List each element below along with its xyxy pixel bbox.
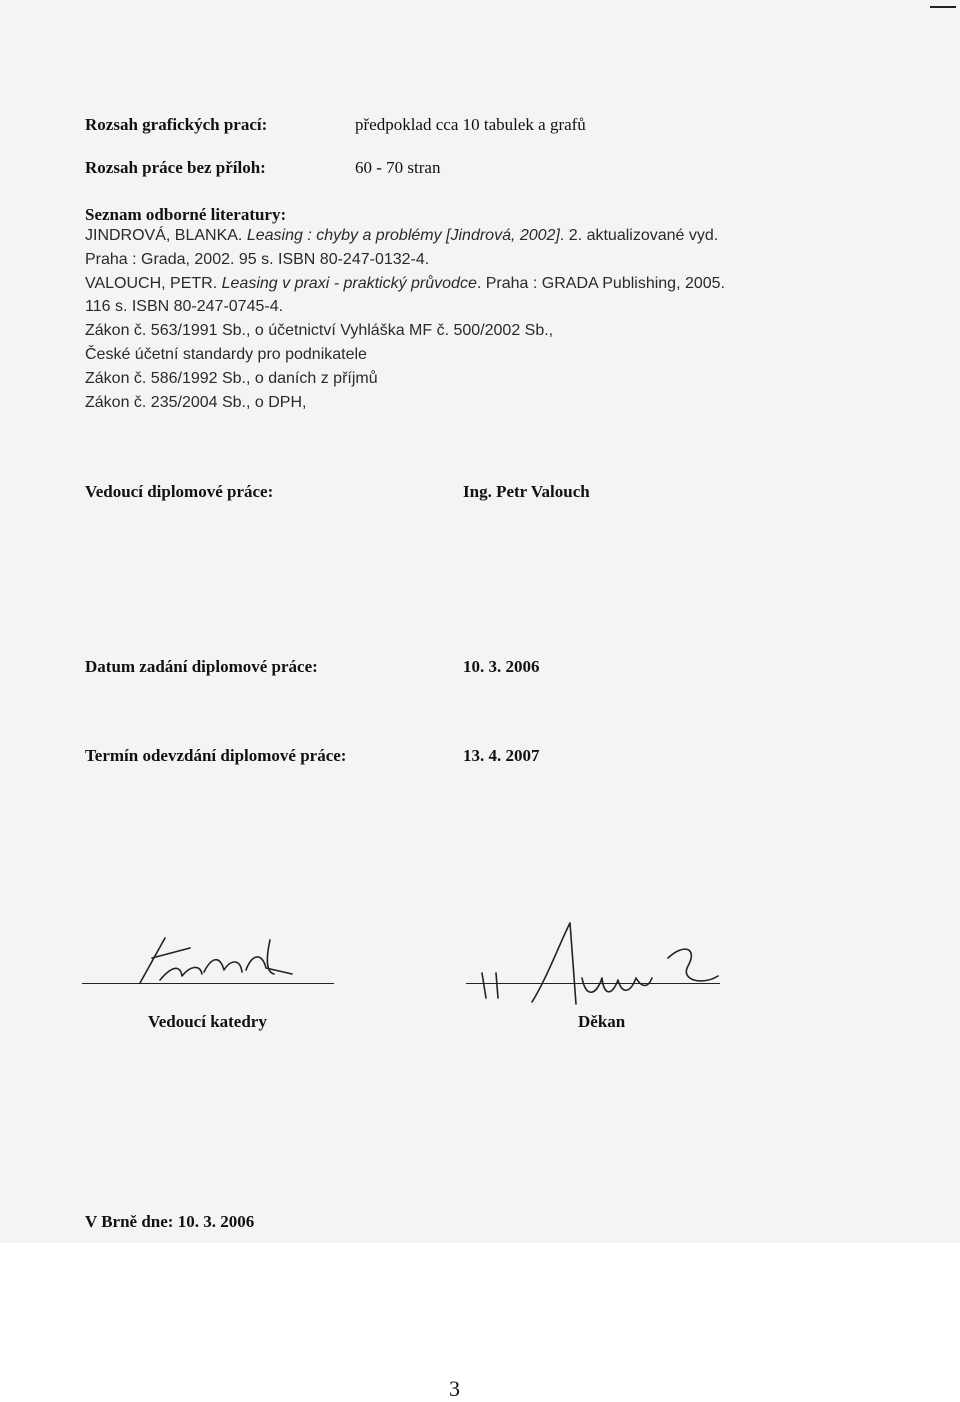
dean-label: Děkan xyxy=(578,1012,626,1031)
length-scope-value: 60 - 70 stran xyxy=(355,158,441,177)
head-of-department-label: Vedoucí katedry xyxy=(148,1012,267,1031)
literature-entry xyxy=(85,251,429,269)
page-number: 3 xyxy=(449,1376,460,1401)
literature-entry xyxy=(85,227,718,245)
literature-entry xyxy=(85,370,378,388)
graphics-scope-label: Rozsah grafických prací: xyxy=(85,115,268,134)
length-scope-label: Rozsah práce bez příloh: xyxy=(85,158,266,177)
literature-text: Zákon č. 235/2004 Sb., o DPH, xyxy=(85,393,307,411)
supervisor-label: Vedoucí diplomové práce: xyxy=(85,482,274,501)
literature-text: Zákon č. 586/1992 Sb., o daních z příjmů xyxy=(85,369,378,387)
literature-text: JINDROVÁ, BLANKA. xyxy=(85,227,247,244)
literature-entry xyxy=(85,346,367,364)
literature-entry xyxy=(85,322,553,340)
place-and-date: V Brně dne: 10. 3. 2006 xyxy=(85,1212,255,1231)
assignment-date-label: Datum zadání diplomové práce: xyxy=(85,657,318,676)
head-signature-line xyxy=(82,983,334,984)
literature-entry xyxy=(85,275,725,293)
head-signature xyxy=(120,928,330,998)
supervisor-value: Ing. Petr Valouch xyxy=(463,482,590,501)
literature-entry xyxy=(85,298,283,316)
literature-text: České účetní standardy pro podnikatele xyxy=(85,346,367,363)
literature-text: . Praha : GRADA Publishing, 2005. xyxy=(476,274,725,292)
scan-edge-mark xyxy=(930,6,956,8)
deadline-label: Termín odevzdání diplomové práce: xyxy=(85,746,347,765)
literature-entry xyxy=(85,394,306,412)
literature-text: . 2. aktualizované vyd. xyxy=(559,227,719,244)
literature-text: VALOUCH, PETR. xyxy=(85,274,222,292)
graphics-scope-value: předpoklad cca 10 tabulek a grafů xyxy=(355,115,586,134)
literature-text: Zákon č. 563/1991 Sb., o účetnictví Vyhláška MF č. 500/2002 Sb., xyxy=(85,322,554,340)
literature-title: Leasing v praxi - praktický průvodce xyxy=(221,274,477,292)
literature-heading: Seznam odborné literatury: xyxy=(85,205,287,224)
literature-text: Praha : Grada, 2002. 95 s. ISBN 80-247-0132-4. xyxy=(85,250,430,268)
literature-text: 116 s. ISBN 80-247-0745-4. xyxy=(85,298,284,316)
assignment-date-value: 10. 3. 2006 xyxy=(463,657,540,676)
deadline-value: 13. 4. 2007 xyxy=(463,746,540,765)
dean-signature-line xyxy=(466,983,720,984)
literature-title: Leasing : chyby a problémy [Jindrová, 2002] xyxy=(246,227,560,244)
dean-signature xyxy=(472,918,742,1008)
